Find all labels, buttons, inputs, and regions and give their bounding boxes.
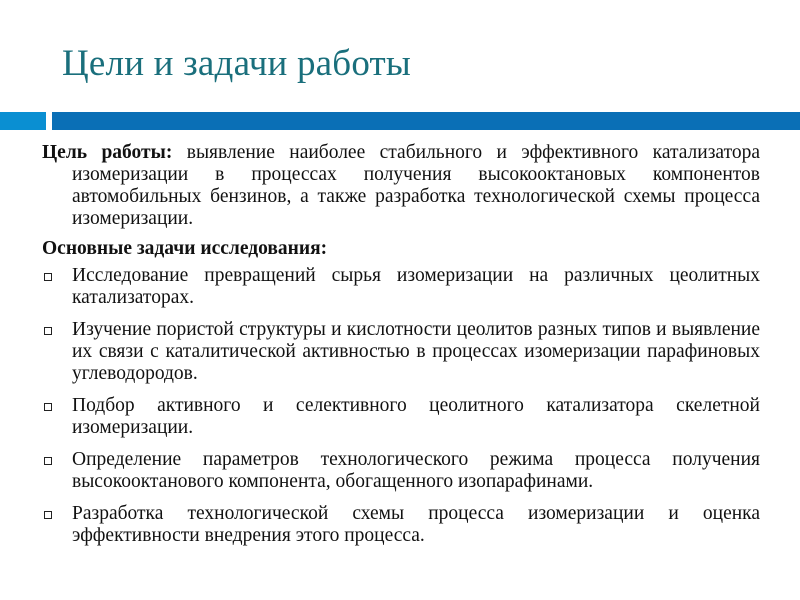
task-text: Изучение пористой структуры и кислотности цеолитов разных типов и выявление их связи с каталитической активностью в процессах изомеризации парафиновых углеводородов. — [72, 319, 760, 384]
task-text: Исследование превращений сырья изомеризации на различных цеолитных катализаторах. — [72, 265, 760, 308]
goal-label: Цель работы: — [42, 142, 173, 163]
slide-title: Цели и задачи работы — [62, 43, 411, 84]
task-item — [42, 449, 760, 493]
goal-text: выявление наиболее стабильного и эффективного катализатора изомеризации в процессах получения высокооктановых компонентов автомобильных бензинов, а также разработка технологической схемы процесса изомеризации. — [72, 142, 760, 229]
hollow-square-bullet-icon — [44, 273, 52, 281]
tasks-heading: Основные задачи исследования: — [42, 238, 328, 259]
hollow-square-bullet-icon — [44, 327, 52, 335]
slide-body — [42, 142, 760, 557]
task-text: Разработка технологической схемы процесса изомеризации и оценка эффективности внедрения этого процесса. — [72, 503, 760, 546]
task-text: Определение параметров технологического режима процесса получения высокооктанового компонента, обогащенного изопарафинами. — [72, 449, 760, 492]
task-item — [42, 395, 760, 439]
goal-paragraph — [42, 142, 760, 230]
task-item — [42, 319, 760, 385]
hollow-square-bullet-icon — [44, 457, 52, 465]
hollow-square-bullet-icon — [44, 511, 52, 519]
task-item — [42, 265, 760, 309]
hollow-square-bullet-icon — [44, 403, 52, 411]
title-divider-left — [0, 112, 46, 130]
title-divider-right — [52, 112, 800, 130]
task-item — [42, 503, 760, 547]
task-text: Подбор активного и селективного цеолитного катализатора скелетной изомеризации. — [72, 395, 760, 438]
